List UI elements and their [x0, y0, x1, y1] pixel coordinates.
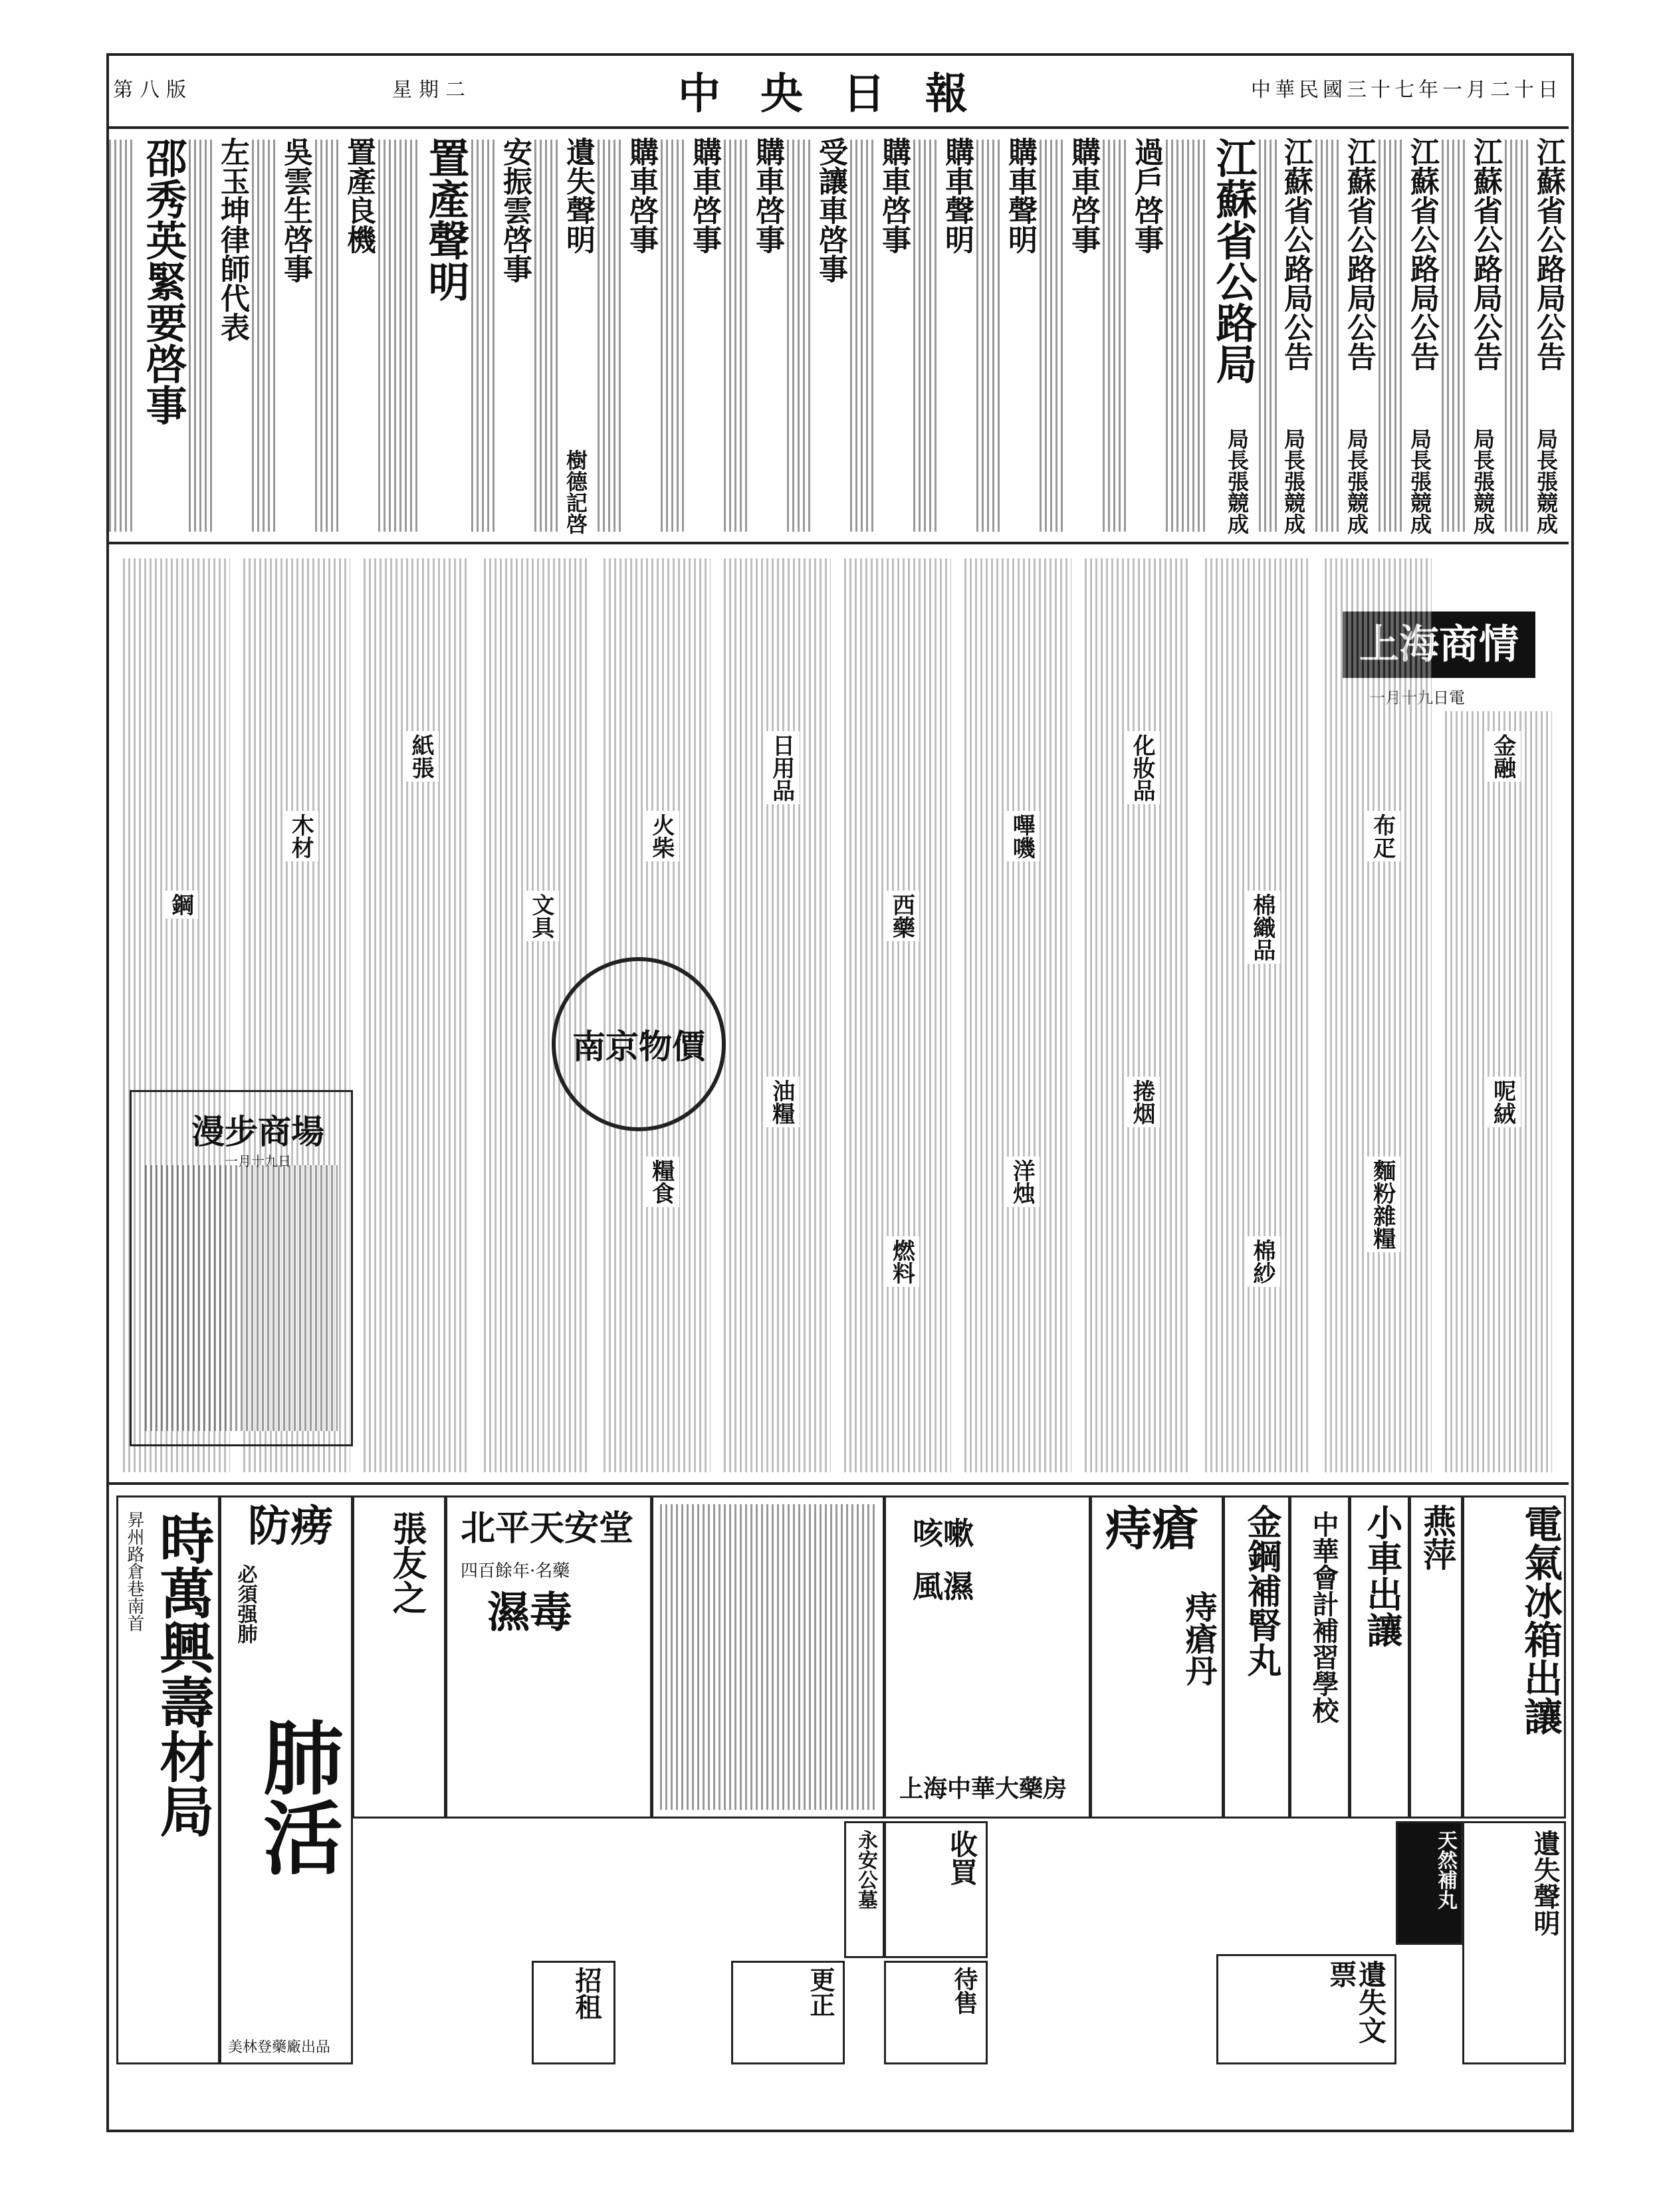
notice-8	[974, 133, 1037, 538]
ad-hemorrhoid-pill: 痔瘡丹	[1180, 1591, 1217, 1686]
notice-16	[469, 133, 532, 538]
notice-20	[186, 133, 249, 538]
notice-body	[1315, 140, 1341, 532]
ad-for-sale-title: 待售	[950, 1967, 978, 2015]
ad-correction	[731, 1961, 845, 2064]
notice-body	[598, 140, 623, 532]
market-section-heading: 呢絨	[1486, 1077, 1521, 1127]
market-column	[1205, 558, 1312, 1472]
nanjing-price-stamp	[552, 957, 726, 1131]
notice-4	[1256, 133, 1313, 538]
market-section-heading: 紙張	[403, 731, 439, 782]
weekday-label: 星期二	[392, 78, 472, 102]
ad-coffin	[116, 1495, 220, 2064]
market-section-heading: 木材	[283, 811, 318, 861]
notice-2	[1376, 133, 1439, 538]
market-section-heading: 捲烟	[1125, 1077, 1160, 1127]
notice-body	[1505, 140, 1531, 532]
ad-lung-maker: 美林登藥廠出品	[228, 2039, 331, 2056]
notice-body	[534, 140, 560, 532]
notice-9	[911, 133, 974, 538]
notice-body	[471, 140, 497, 532]
manhua-text	[145, 1165, 338, 1431]
notice-11	[784, 133, 847, 538]
ad-bone-text	[660, 1504, 876, 1810]
ad-beiping-title: 北平天安堂	[461, 1508, 634, 1549]
notice-15	[532, 133, 595, 538]
market-section-heading: 鋼	[163, 891, 198, 919]
notice-heading: 安振雲啓事	[498, 137, 532, 283]
notice-heading: 江蘇省公路局公告	[1405, 137, 1439, 371]
ad-lung-note: 必須强肺	[233, 1564, 257, 1644]
ad-small-car	[1349, 1495, 1410, 1819]
notice-heading: 受讓車啓事	[814, 137, 847, 283]
notice-5	[1163, 133, 1256, 538]
market-section-heading: 糧食	[644, 1157, 679, 1207]
notice-17	[376, 133, 469, 538]
ad-beiping-sub: 四百餘年·名藥	[461, 1561, 570, 1581]
notice-heading: 左玉坤律師代表	[215, 137, 249, 342]
ad-beiping	[445, 1495, 652, 1819]
ad-small-car-title: 小車出讓	[1361, 1504, 1404, 1648]
ads-rule	[106, 1482, 1569, 1485]
market-section-heading: 棉織品	[1245, 891, 1280, 964]
notice-signer: 局長張競成	[1468, 428, 1498, 534]
ad-cough: 咳嗽	[913, 1515, 974, 1551]
notices-rule	[106, 542, 1569, 544]
notice-body	[1166, 140, 1206, 532]
notice-body	[1259, 140, 1278, 532]
notice-body	[315, 140, 341, 532]
ad-tonic-title: 金鋼補腎丸	[1241, 1504, 1281, 1677]
ad-school	[1289, 1495, 1350, 1819]
notice-signer: 局長張競成	[1222, 428, 1252, 534]
notice-body	[378, 140, 418, 532]
notice-body	[252, 140, 278, 532]
ad-zhang	[352, 1495, 446, 1819]
notice-body	[1103, 140, 1129, 532]
ad-fridge-title: 電氣冰箱出讓	[1517, 1504, 1563, 1735]
manhua-title: 漫步商場	[191, 1112, 324, 1151]
notice-3	[1313, 133, 1376, 538]
market-column	[964, 558, 1071, 1472]
market-column	[1085, 558, 1192, 1472]
notice-heading: 江蘇省公路局公告	[1279, 137, 1313, 371]
ad-for-sale	[884, 1961, 988, 2064]
ad-lung	[219, 1495, 353, 2064]
notice-heading: 購車啓事	[750, 137, 784, 254]
market-section-heading: 化妝品	[1125, 731, 1160, 804]
market-date: 一月十九日電	[1369, 689, 1465, 707]
stamp-label: 南京物價	[572, 1027, 705, 1066]
ad-pharmacy-name: 上海中華大藥房	[899, 1775, 1067, 1803]
notice-body	[1442, 140, 1468, 532]
ad-lung-main: 肺活	[250, 1717, 344, 1876]
ad-yanping	[1409, 1495, 1463, 1819]
notice-body	[1379, 140, 1404, 532]
notice-19	[249, 133, 312, 538]
market-section-heading: 日用品	[764, 731, 800, 804]
market-section-heading: 布疋	[1365, 811, 1400, 861]
notice-body	[976, 140, 1002, 532]
market-column	[724, 558, 831, 1472]
ad-hemorrhoid-title: 痔瘡	[1105, 1501, 1198, 1556]
ad-coffin-addr: 昇州路倉巷南首	[124, 1511, 144, 1632]
edition-label: 第八版	[113, 78, 193, 102]
ad-school-title: 中華會計補習學校	[1308, 1511, 1339, 1723]
ad-buy-title: 收買	[946, 1830, 978, 1886]
ad-bone	[651, 1495, 885, 1819]
notice-heading: 購車啓事	[624, 137, 658, 254]
notice-heading: 江蘇省公路局公告	[1342, 137, 1376, 371]
ad-tiger-pill-title: 天然補丸	[1434, 1830, 1457, 1910]
ad-tonic	[1223, 1495, 1290, 1819]
notice-heading: 遺失聲明	[561, 137, 595, 254]
ad-pharmacy	[884, 1495, 1091, 1819]
ad-rent-title: 招租	[571, 1967, 602, 2020]
notice-signer: 局長張競成	[1404, 428, 1435, 534]
market-section-heading: 嗶嘰	[1004, 811, 1040, 861]
market-column	[364, 558, 471, 1472]
notice-6	[1100, 133, 1163, 538]
notice-signer: 局長張競成	[1278, 428, 1309, 534]
ad-zhang-title: 張友之	[386, 1511, 427, 1614]
notice-heading: 吳雲生啓事	[278, 137, 312, 283]
ad-lost-notice	[1462, 1821, 1566, 2064]
ad-hemorrhoid	[1090, 1495, 1224, 1819]
ad-eczema: 濕毒	[487, 1588, 572, 1638]
notice-heading: 江蘇省公路局公告	[1531, 137, 1565, 371]
market-section-heading: 金融	[1486, 731, 1521, 782]
ad-lung-top: 防痨	[248, 1501, 333, 1551]
notice-body	[661, 140, 687, 532]
issue-date: 中華民國三十七年一月二十日	[1251, 78, 1562, 102]
market-section-heading: 油糧	[764, 1077, 800, 1127]
ad-correction-title: 更正	[806, 1967, 835, 2017]
notice-heading: 購車啓事	[1066, 137, 1100, 254]
notice-1	[1439, 133, 1502, 538]
notice-heading: 置產良機	[342, 137, 376, 254]
ad-cemetery	[844, 1821, 885, 1958]
newspaper-title: 中央日報	[678, 69, 1008, 119]
notice-18	[312, 133, 376, 538]
ad-tiger-pill	[1396, 1821, 1463, 1945]
ad-rent	[532, 1961, 615, 2064]
notice-heading: 置產聲明	[421, 137, 470, 302]
market-section-heading: 文具	[524, 891, 559, 941]
notice-heading: 江蘇省公路局公告	[1468, 137, 1502, 371]
ad-lost-docs-title: 遺失文票	[1325, 1960, 1387, 2044]
ad-lost-notice-title: 遺失聲明	[1529, 1830, 1561, 1936]
notice-0	[1502, 133, 1565, 538]
notice-body	[787, 140, 813, 532]
market-title: 上海商情	[1343, 611, 1535, 678]
ad-cemetery-title: 永安公墓	[854, 1830, 877, 1910]
notice-signer: 樹德記啓	[560, 449, 591, 534]
market-column	[844, 558, 951, 1472]
notice-7	[1037, 133, 1100, 538]
ad-buy	[884, 1821, 988, 1958]
market-section-heading: 棉紗	[1245, 1236, 1280, 1287]
market-section-heading: 麵粉雜糧	[1365, 1157, 1400, 1252]
ad-rheumatism: 風濕	[913, 1569, 974, 1604]
notice-heading: 購車啓事	[687, 137, 721, 254]
notice-heading: 江蘇省公路局	[1209, 137, 1258, 384]
notice-21	[106, 133, 186, 538]
notice-14	[595, 133, 658, 538]
notice-body	[189, 140, 215, 532]
notice-body	[913, 140, 939, 532]
notice-heading: 購車聲明	[940, 137, 974, 254]
ad-yanping-title: 燕萍	[1418, 1504, 1457, 1571]
ad-coffin-title: 時萬興壽材局	[151, 1511, 215, 1838]
notice-body	[724, 140, 750, 532]
notice-heading: 購車聲明	[1003, 137, 1037, 254]
notice-body	[850, 140, 876, 532]
notice-heading: 過戶啓事	[1129, 137, 1163, 254]
notice-13	[658, 133, 721, 538]
market-section-heading: 燃料	[884, 1236, 919, 1287]
notice-signer: 局長張競成	[1531, 428, 1561, 534]
market-section-heading: 洋烛	[1004, 1157, 1040, 1207]
notice-10	[847, 133, 911, 538]
notice-body	[1040, 140, 1065, 532]
market-column	[1325, 558, 1432, 1472]
market-section-heading: 火柴	[644, 811, 679, 861]
notice-12	[721, 133, 784, 538]
ad-fridge	[1462, 1495, 1566, 1819]
notice-heading: 邵秀英緊要啓事	[139, 137, 187, 425]
notice-body	[109, 140, 136, 532]
market-section-heading: 西藥	[884, 891, 919, 941]
manhua-box	[130, 1090, 353, 1446]
manhua-date: 一月十九日	[225, 1153, 291, 1169]
notice-signer: 局長張競成	[1341, 428, 1372, 534]
notice-heading: 購車啓事	[877, 137, 911, 254]
ad-lost-docs	[1216, 1954, 1396, 2064]
